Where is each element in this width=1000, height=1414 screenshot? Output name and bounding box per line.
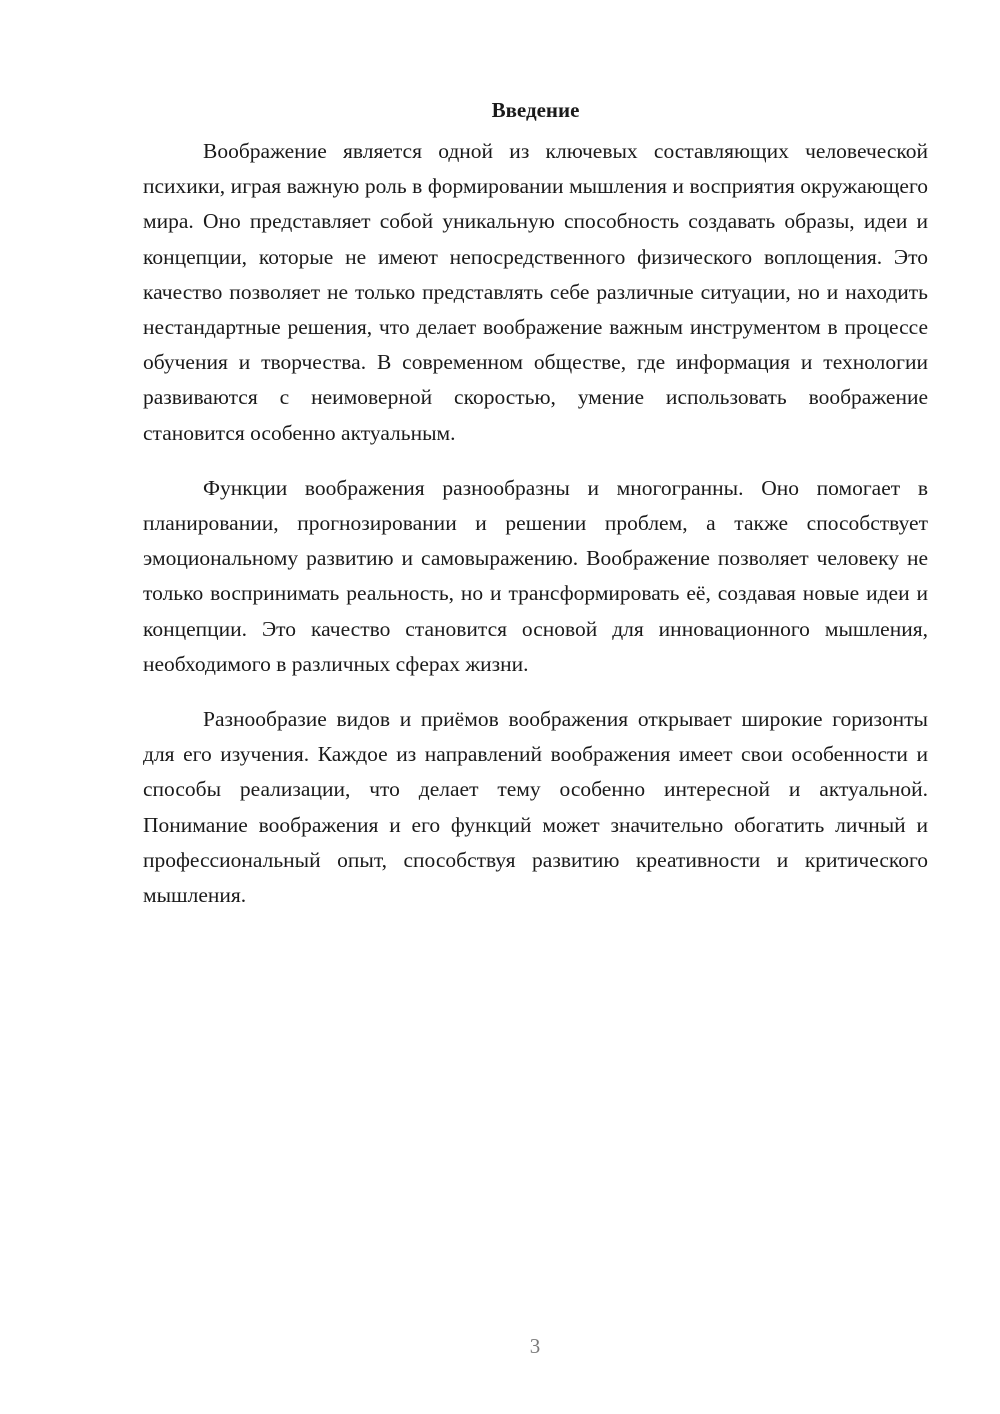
paragraph: Функции воображения разнообразны и многогранны. Оно помогает в планировании, прогнозировании и решении проблем, а также способствует эмоциональному развитию и самовыражению. Воображение позволяет человеку не только воспринимать реальность, но и трансформировать её, создавая новые идеи и концепции. Это качество становится основой для инновационного мышления, необходимого в различных сферах жизни. — [143, 475, 928, 676]
page-content — [143, 92, 928, 913]
paragraph: Разнообразие видов и приёмов воображения открывает широкие горизонты для его изучения. Каждое из направлений воображения имеет свои особенности и способы реализации, что делает тему особенно интересной и актуальной. Понимание воображения и его функций может значительно обогатить личный и профессиональный опыт, способствуя развитию креативности и критического мышления. — [143, 707, 928, 908]
paragraph: Воображение является одной из ключевых составляющих человеческой психики, играя важную роль в формировании мышления и восприятия окружающего мира. Оно представляет собой уникальную способность создавать образы, идеи и концепции, которые не имеют непосредственного физического воплощения. Это качество позволяет не только представлять себе различные ситуации, но и находить нестандартные решения, что делает воображение важным инструментом в процессе обучения и творчества. В современном обществе, где информация и технологии развиваются с неимоверной скоростью, умение использовать воображение становится особенно актуальным. — [143, 139, 928, 445]
page-title: Введение — [491, 98, 580, 122]
page-number: 3 — [529, 1334, 541, 1358]
